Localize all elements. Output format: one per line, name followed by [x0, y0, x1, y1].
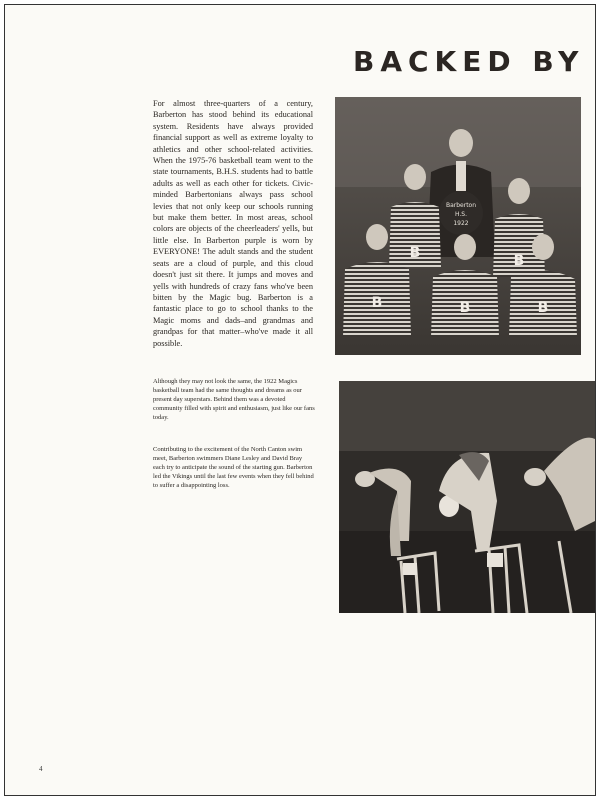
jersey-letter: B — [371, 295, 383, 311]
yearbook-page — [4, 4, 596, 796]
team-photo — [335, 97, 581, 355]
ball-text-3: 1922 — [453, 220, 469, 227]
page-headline: BACKED BY — [353, 45, 585, 78]
swim-photo — [339, 381, 595, 613]
body-text: For almost three-quarters of a century, Barberton has stood behind its educational system. Residents have always provided financial support as well as extreme loyalty to athletics and other school-related activities. When the 1975-76 basketball team went to the state tournaments, B.H.S. students had to battle adults as well as each other for tickets. Civic-minded Barbertonians always pass school levies that not only keep our schools running but make them better. In most areas, school colors are objects of the cheerleaders' yells, but little else. In Barberton purple is worn by EVERYONE! The adult stands and the student seats are a cloud of purple, and this cloud doesn't just sit there. It jumps and moves and yells with hundreds of crazy fans who've been bitten by the Magic bug. Barberton is a fantastic place to go to school thanks to the Magic moms and dads–and grandmas and grandpas for that matter–who've made it all possible. — [153, 99, 313, 348]
team-photo-caption: Although they may not look the same, the 1922 Magics basketball team had the same thoughts and dreams as our present day superstars. Behind them was a devoted community filled with spirit and enthusiasm, just like our fans today. — [153, 378, 315, 421]
swim-photo-caption: Contributing to the excitement of the North Canton swim meet, Barberton swimmers Diane Lesley and David Bray each try to anticipate the sound of the starting gun. Barberton led the Vikings until the last few events when they fell behind to suffer a disappointing loss. — [153, 446, 314, 489]
ball-text-2: H.S. — [454, 211, 468, 218]
jersey-letter: B — [459, 300, 471, 316]
jersey-letter: B — [409, 245, 421, 261]
page-number: 4 — [39, 765, 43, 773]
jersey-letter: B — [513, 253, 525, 269]
jersey-letter: B — [537, 300, 549, 316]
ball-text-1: Barberton — [445, 202, 477, 209]
